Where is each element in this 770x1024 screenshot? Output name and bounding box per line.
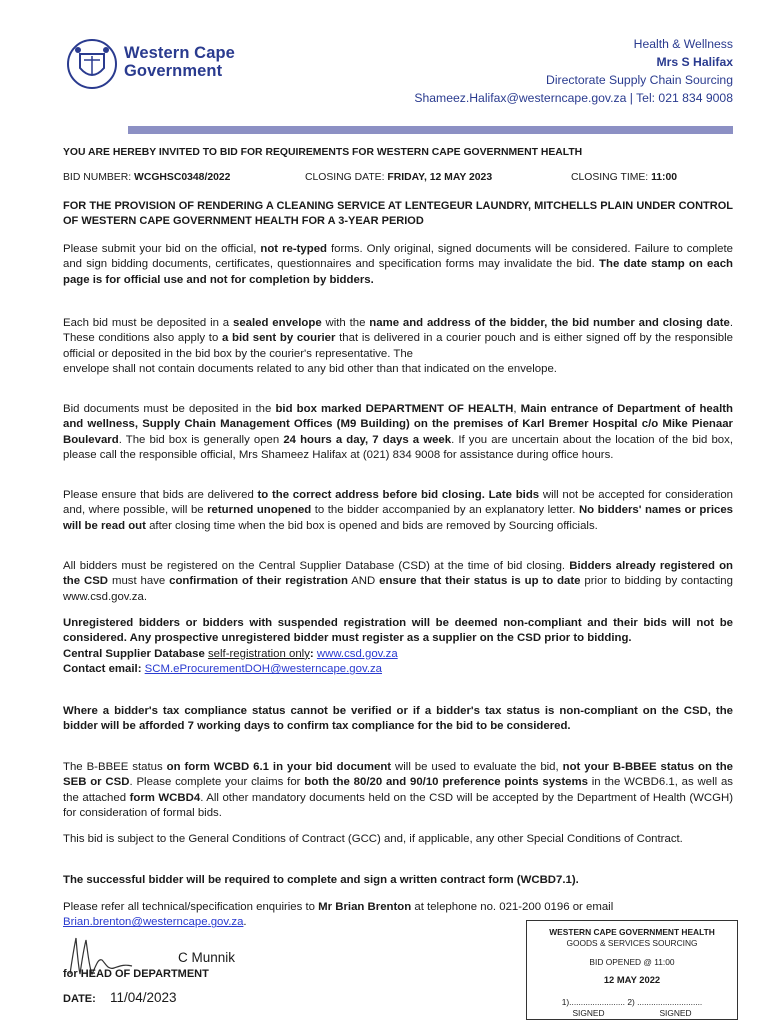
paragraph-envelope: Each bid must be deposited in a sealed envelope with the name and address of the bidder, the bid number and closing date. These conditions also apply to a bid sent by courier that is delivered in a courier pouch and is either signed off by the responsible official or deposited in the bid box by the courier's representative. The envelope shall not contain documents related to any bid other than that indicated on the envelope. xyxy=(63,317,734,376)
closing-time: CLOSING TIME: 11:00 xyxy=(571,172,678,183)
wcg-logo xyxy=(64,36,264,92)
logo-wordmark: Western Cape Government xyxy=(124,44,235,80)
bid-number: BID NUMBER: WCGHSC0348/2022 xyxy=(63,172,231,183)
paragraph-unregistered: Unregistered bidders or bidders with suspended registration will be deemed non-compliant and their bids will not be considered. Any prospective unregistered bidder must register as a supplier on the CSD prior to bidding. Central Supplier Database self-registration only: www.csd.gov.za Contact email: SCM.eProcurementDOH@westerncape.gov.za xyxy=(63,617,733,676)
csd-link[interactable]: www.csd.gov.za xyxy=(316,647,398,660)
paragraph-csd: All bidders must be registered on the Central Supplier Database (CSD) at the time of bid closing. Bidders already registered on the CSD must have confirmation of their registration AND ensure that their status is up to date prior to bidding by contacting www.csd.gov.za. xyxy=(63,560,733,603)
bid-opening-stamp xyxy=(526,920,738,1020)
paragraph-tax-compliance: Where a bidder's tax compliance status cannot be verified or if a bidder's tax status is non-compliant on the CSD, the bidder will be afforded 7 working days to confirm tax compliance for the bid to be considered. xyxy=(63,705,733,733)
signatory-title: for HEAD OF DEPARTMENT xyxy=(63,968,209,980)
stamp-sign-line: 1)........................ 2) ............................ xyxy=(561,997,703,1007)
enquiries-email-link[interactable]: Brian.brenton@westerncape.gov.za xyxy=(63,916,244,929)
paragraph-delivery: Please ensure that bids are delivered to the correct address before bid closing. Late bids will not be accepted for consideration and, where possible, will be returned unopened to the bidder accompanied by an explanatory letter. No bidders' names or prices will be read out after closing time when the bid box is opened and bids are removed by Sourcing officials. xyxy=(63,489,733,532)
header-contact xyxy=(414,35,733,107)
department: Health & Wellness xyxy=(633,37,733,51)
stamp-signed-1: SIGNED xyxy=(572,1008,605,1018)
header-rule xyxy=(128,126,733,134)
date-value: 11/04/2023 xyxy=(110,990,177,1005)
procurement-email-link[interactable]: SCM.eProcurementDOH@westerncape.gov.za xyxy=(144,663,383,676)
paragraph-bbbee: The B-BBEE status on form WCBD 6.1 in your bid document will be used to evaluate the bid, not your B-BBEE status on the SEB or CSD. Please complete your claims for both the 80/20 and 90/10 preference points systems in the WCBD6.1, as well as the attached form WCBD4. All other mandatory documents held on the CSD will be accepted by the Department of Health (WCGH) for consideration of formal bids. xyxy=(63,761,734,820)
coat-of-arms-icon xyxy=(64,36,120,92)
bid-title: FOR THE PROVISION OF RENDERING A CLEANING SERVICE AT LENTEGEUR LAUNDRY, MITCHELLS PLAIN UNDER CONTROL OF WESTERN CAPE GOVERNMENT HEALTH FOR A 3-YEAR PERIOD xyxy=(63,200,733,227)
closing-date: CLOSING DATE: FRIDAY, 12 MAY 2023 xyxy=(305,172,493,183)
paragraph-contract: The successful bidder will be required to complete and sign a written contract form (WCBD7.1). xyxy=(63,874,579,886)
stamp-signed-2: SIGNED xyxy=(659,1008,692,1018)
stamp-line-unit: GOODS & SERVICES SOURCING xyxy=(566,938,698,948)
paragraph-gcc: This bid is subject to the General Conditions of Contract (GCC) and, if applicable, any other Special Conditions of Contract. xyxy=(63,833,683,845)
paragraph-enquiries: Please refer all technical/specification enquiries to Mr Brian Brenton at telephone no. 021-200 0196 or email Brian.brenton@westerncape.gov.za. xyxy=(63,901,614,929)
contact-email-phone: Shameez.Halifax@westerncape.gov.za | Tel: 021 834 9008 xyxy=(414,91,733,105)
directorate: Directorate Supply Chain Sourcing xyxy=(546,73,733,87)
date-label: DATE: xyxy=(63,993,96,1005)
invite-heading: YOU ARE HEREBY INVITED TO BID FOR REQUIREMENTS FOR WESTERN CAPE GOVERNMENT HEALTH xyxy=(63,147,583,158)
contact-name: Mrs S Halifax xyxy=(656,55,733,69)
stamp-line-date: 12 MAY 2022 xyxy=(603,974,661,985)
stamp-line-org: WESTERN CAPE GOVERNMENT HEALTH xyxy=(549,927,715,937)
signatory-name: C Munnik xyxy=(178,950,236,965)
stamp-line-opened: BID OPENED @ 11:00 xyxy=(589,957,675,967)
paragraph-submission: Please submit your bid on the official, not re-typed forms. Only original, signed documents will be considered. Failure to complete and sign bidding documents, certificates, questionnaires and specification forms may invalidate the bid. The date stamp on each page is for official use and not for completion by bidders. xyxy=(63,243,733,286)
paragraph-bid-box: Bid documents must be deposited in the bid box marked DEPARTMENT OF HEALTH, Main entrance of Department of health and wellness, Supply Chain Management Offices (M9 Building) on the premises of Karl Bremer Hospital c/o Mike Pienaar Boulevard. The bid box is generally open 24 hours a day, 7 days a week. If you are uncertain about the location of the bid box, please call the responsible official, Mrs Shameez Halifax at (021) 834 9008 for assistance during office hours. xyxy=(63,403,733,462)
